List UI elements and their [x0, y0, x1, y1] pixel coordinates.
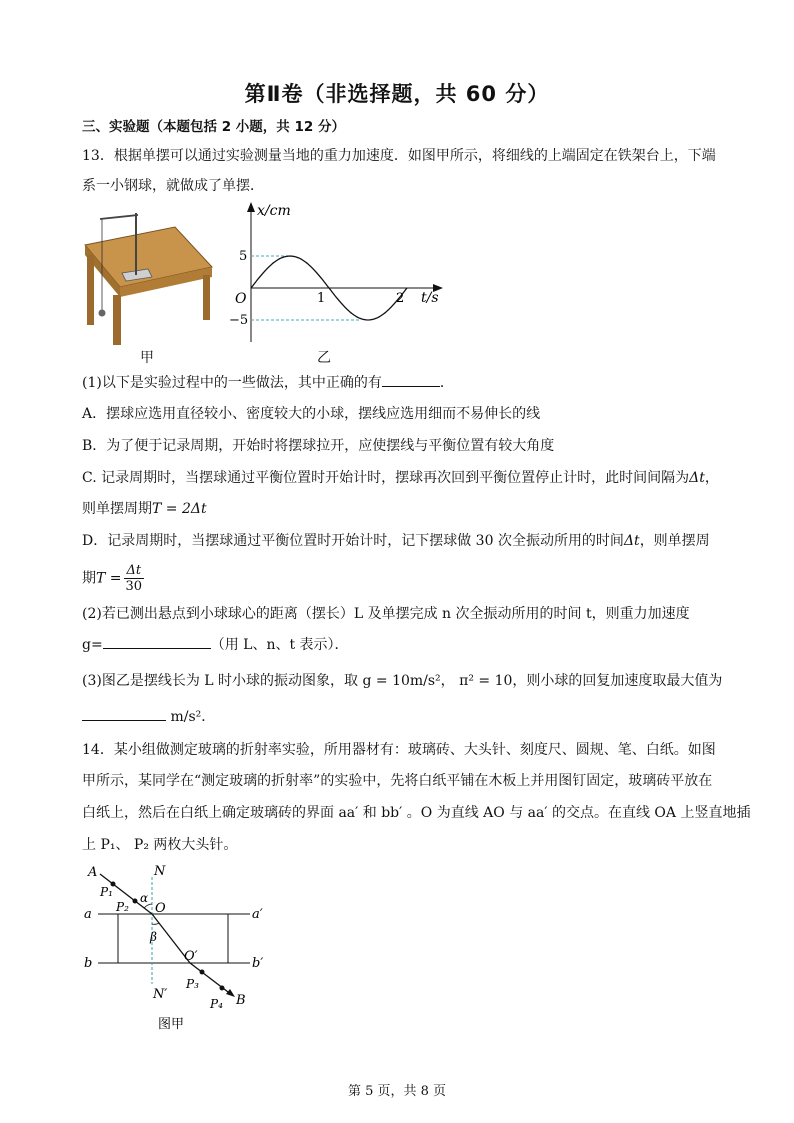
origin-label: O — [235, 291, 247, 307]
svg-text:b: b — [84, 956, 93, 971]
fig-caption: 图甲 — [158, 1017, 185, 1032]
svg-text:N: N — [154, 864, 166, 879]
refraction-diagram — [80, 862, 280, 1042]
svg-text:O: O — [155, 901, 166, 916]
answer-blank-2[interactable] — [103, 636, 211, 649]
q13-part3-line1: (3)图乙是摆线长为 L 时小球的振动图象，取 g = 10m/s²， π² = 10，则小球的回复加速度取最大值为 — [82, 673, 723, 689]
page-title: 第Ⅱ卷（非选择题，共 60 分） — [244, 82, 550, 106]
page-footer: 第 5 页，共 8 页 — [347, 1084, 447, 1099]
tick-5: 5 — [239, 249, 248, 264]
fig-b-caption: 乙 — [317, 350, 331, 366]
y-axis-label: x/cm — [257, 203, 291, 219]
option-a: A．摆球应选用直径较小、密度较大的小球，摆线应选用细而不易伸长的线 — [82, 406, 541, 422]
q14-line4: 上 P₁、 P₂ 两枚大头针。 — [82, 837, 238, 853]
svg-text:N′: N′ — [153, 987, 168, 1002]
option-b: B．为了便于记录周期，开始时将摆球拉开，应使摆线与平衡位置有较大角度 — [82, 438, 555, 454]
svg-text:a: a — [84, 907, 92, 922]
svg-text:b′: b′ — [252, 956, 264, 971]
option-d-line1: D．记录周期时，当摆球通过平衡位置时开始计时，记下摆球做 30 次全振动所用的时间Δt，则单摆周 — [82, 533, 710, 549]
x-axis-label: t/s — [421, 290, 439, 306]
answer-blank-3[interactable] — [82, 708, 166, 721]
tick-2: 2 — [396, 291, 405, 306]
section-heading: 三、实验题（本题包括 2 小题，共 12 分） — [82, 119, 345, 135]
fig-a-caption: 甲 — [140, 350, 154, 366]
svg-text:P₂: P₂ — [116, 900, 129, 914]
svg-text:P₁: P₁ — [100, 885, 113, 899]
q13-part2-line1: (2)若已测出悬点到小球球心的距离（摆长）L 及单摆完成 n 次全振动所用的时间 t，则重力加速度 — [82, 606, 690, 622]
q13-part2-line2: g= （用 L、n、t 表示）． — [82, 637, 349, 653]
q13-part3-line2: m/s²． — [82, 708, 215, 726]
q14-line3: 白纸上，然后在白纸上确定玻璃砖的界面 aa′ 和 bb′ 。O 为直线 AO 与 aa′ 的交点。在直线 OA 上竖直地插 — [82, 805, 751, 821]
svg-text:α: α — [140, 891, 149, 905]
tick-1: 1 — [317, 291, 326, 306]
pendulum-figure — [80, 205, 215, 345]
svg-text:a′: a′ — [252, 907, 263, 922]
option-c-line1: C. 记录周期时，当摆球通过平衡位置时开始计时，摆球再次回到平衡位置停止计时，此时间间隔为Δt， — [82, 470, 719, 486]
svg-text:A: A — [88, 865, 98, 880]
q13-part1: (1)以下是实验过程中的一些做法，其中正确的有 ． — [82, 375, 454, 391]
option-c-line2: 则单摆周期T = 2Δt — [82, 501, 207, 517]
q13-line1: 13．根据单摆可以通过实验测量当地的重力加速度．如图甲所示，将细线的上端固定在铁架台上，下端 — [82, 148, 716, 164]
svg-text:P₄: P₄ — [210, 997, 223, 1011]
fraction: $\frac{\Delta t}{30}$ — [125, 563, 143, 594]
answer-blank-1[interactable] — [382, 374, 440, 387]
svg-text:P₃: P₃ — [186, 977, 199, 991]
q13-line2: 系一小钢球，就做成了单摆． — [82, 178, 264, 194]
option-d-line2: 期T = $\frac{\Delta t}{30}$ — [82, 563, 143, 594]
q14-line1: 14．某小组做测定玻璃的折射率实验，所用器材有：玻璃砖、大头针、刻度尺、圆规、笔、白纸。如图 — [82, 742, 716, 758]
svg-text:B: B — [236, 993, 246, 1008]
tick-neg5: −5 — [229, 313, 249, 328]
svg-text:β: β — [150, 930, 157, 944]
svg-text:O′: O′ — [184, 949, 198, 964]
oscillation-graph — [225, 198, 450, 348]
q14-line2: 甲所示，某同学在“测定玻璃的折射率”的实验中，先将白纸平铺在木板上并用图钉固定，玻璃砖平放在 — [82, 773, 713, 789]
